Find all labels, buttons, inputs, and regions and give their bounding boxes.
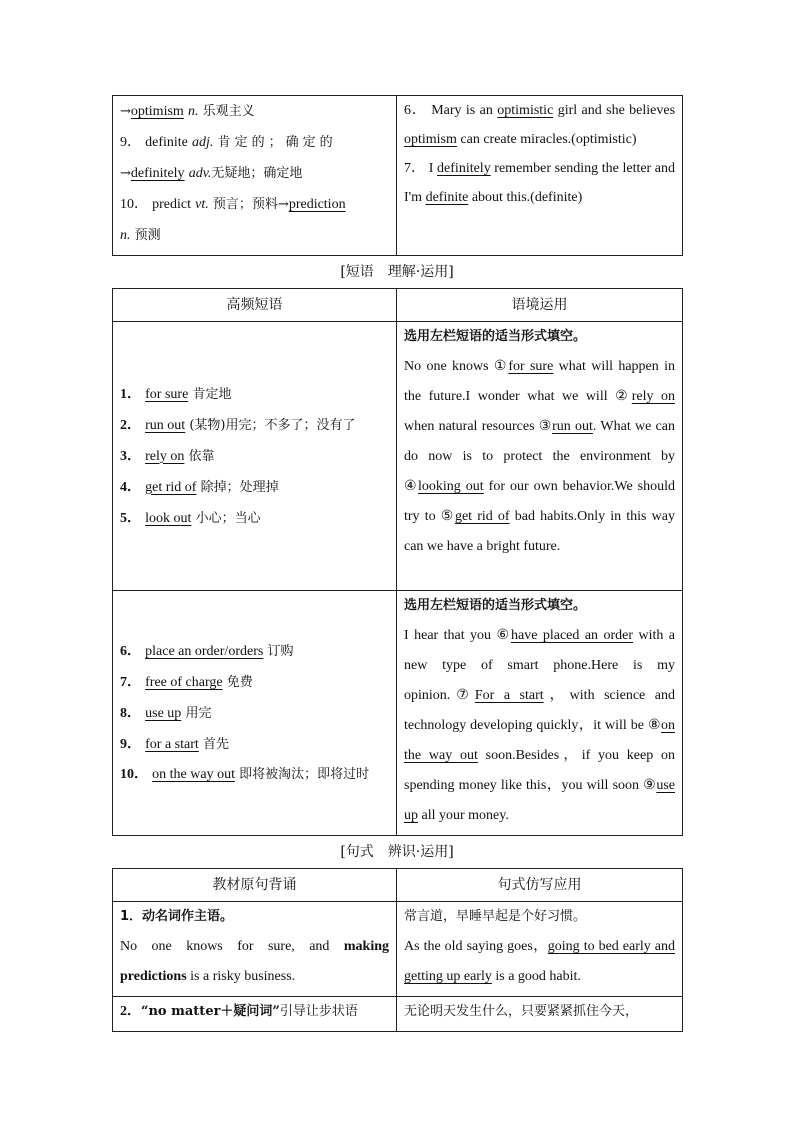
phrase-meaning: 免费 [226, 675, 253, 690]
para-text: soon.Besides，if you keep on spending money like this，you will soon ⑨ [404, 748, 675, 793]
arrow-icon: → [120, 166, 131, 181]
para-text: bad habits.Only in this way can we have a bright future. [404, 509, 675, 554]
item-number: 2． [120, 1004, 141, 1019]
answer-definitely-2: definitely [437, 161, 491, 176]
phrase-group-2-context [397, 591, 683, 836]
headword: predict [152, 197, 192, 212]
phrase-section-caption: [短语 理解·运用] [340, 264, 454, 280]
answer-optimism-2: optimism [404, 132, 457, 147]
para-text: when natural resources ③ [404, 419, 553, 434]
answer-definitely: definitely [130, 166, 185, 181]
vocab-line-2 [120, 127, 389, 158]
phrase-text: run out [145, 417, 186, 433]
part-of-speech: vt. [195, 197, 209, 212]
phrase-group-2-list [113, 591, 397, 836]
phrase-item [120, 667, 389, 698]
vocab-line-3 [120, 158, 389, 189]
phrase-item [120, 410, 389, 441]
item-number: 10． [120, 767, 148, 782]
para-text: all your money. [418, 808, 509, 823]
item-number: 9． [120, 737, 141, 752]
blank-answer: run out [552, 419, 593, 434]
vocab-table [112, 95, 683, 256]
sentence-section-caption: [句式 辨识·运用] [340, 844, 454, 860]
para-text: what will happen in the future.I wonder what we will ② [404, 359, 675, 404]
worksheet-page [112, 95, 682, 1032]
blank-answer: going to bed early and getting up early [404, 939, 676, 984]
vocab-left-cell [113, 96, 397, 256]
instruction: 选用左栏短语的适当形式填空。 [404, 329, 587, 344]
chinese-prompt: 常言道，早睡早起是个好习惯。 [404, 909, 587, 924]
sentence-row-1-left [113, 902, 397, 997]
answer-optimism: optimism [130, 104, 184, 119]
phrase-meaning: 依靠 [188, 448, 215, 464]
phrase-text: get rid of [145, 479, 197, 495]
item-number: 10． [120, 197, 148, 212]
sentence-text: about this.(definite) [471, 190, 583, 205]
phrase-text: rely on [145, 448, 185, 464]
phrase-group-1-list [113, 322, 397, 591]
item-number: 6． [120, 644, 141, 659]
meaning: 乐观主义 [202, 104, 255, 119]
phrase-meaning: 肯定地 [192, 386, 232, 402]
sentence-row-1-right [397, 902, 683, 997]
phrase-item [120, 379, 389, 410]
blank-answer: rely on [631, 389, 675, 404]
phrase-text: place an order/orders [145, 644, 264, 659]
phrase-text: for sure [145, 386, 189, 402]
item-number: 1． [120, 386, 141, 402]
phrase-group-1-context [397, 322, 683, 591]
part-of-speech: n. [120, 228, 131, 243]
blank-answer: have placed an order [510, 628, 634, 643]
blank-answer: looking out [418, 479, 484, 494]
part-of-speech: adj. [192, 135, 214, 150]
arrow-icon: → [120, 104, 131, 119]
sentence-header-left: 教材原句背诵 [113, 869, 397, 902]
sentence-row-2-left [113, 997, 397, 1032]
vocab-line-5 [120, 220, 389, 251]
sentence-text: I [428, 161, 434, 176]
phrase-text: on the way out [152, 767, 235, 782]
imitation-sentence [404, 932, 675, 992]
item-number: 7． [120, 675, 141, 690]
phrase-meaning: (某物)用完；不多了；没有了 [189, 417, 356, 433]
para-text: . What we can do now is to protect the environment by ④ [404, 419, 675, 494]
para-text: I hear that you ⑥ [404, 628, 511, 643]
phrase-meaning: 除掉；处理掉 [200, 479, 279, 495]
phrase-text: look out [145, 510, 192, 526]
vocab-line-4 [120, 189, 389, 220]
item-number: 9． [120, 135, 141, 150]
sentence-text: is a risky business. [186, 969, 296, 984]
phrase-text: use up [145, 706, 182, 721]
pattern-title-rest: 引导让步状语 [279, 1004, 358, 1019]
phrase-meaning: 用完 [185, 706, 212, 721]
headword: definite [145, 135, 188, 150]
phrase-item [120, 636, 389, 667]
meaning: 预测 [134, 228, 161, 243]
instruction: 选用左栏短语的适当形式填空。 [404, 598, 587, 613]
sentence-text: is a good habit. [491, 969, 581, 984]
blank-answer: For a start [474, 688, 544, 703]
answer-prediction: prediction [288, 197, 346, 212]
phrase-meaning: 订购 [267, 644, 294, 659]
phrase-header-right: 语境运用 [397, 289, 683, 322]
item-number: 3． [120, 448, 141, 464]
blank-answer: on the way out [404, 718, 675, 763]
phrase-item [120, 472, 389, 503]
para-text: with a new type of smart phone.Here is my opinion.⑦ [404, 628, 675, 703]
vocab-line-1 [120, 96, 389, 127]
sentence-table [112, 868, 683, 1032]
part-of-speech: adv. [188, 166, 212, 181]
part-of-speech: n. [187, 104, 199, 119]
item-number: 5． [120, 510, 141, 526]
blank-answer: for sure [508, 359, 554, 374]
phrase-header-left: 高频短语 [113, 289, 397, 322]
sentence-text: As the old saying goes， [404, 939, 548, 954]
context-paragraph [404, 352, 675, 562]
sentence-text: girl and she believes [557, 103, 676, 118]
meaning: 肯定的；确定的 [217, 135, 337, 150]
sentence-text: No one knows for sure, and [120, 939, 344, 954]
original-sentence [120, 932, 389, 992]
phrase-item [120, 698, 389, 729]
phrase-item [120, 729, 389, 760]
phrase-item [120, 760, 389, 790]
pattern-title: “no matter＋疑问词” [141, 1004, 280, 1019]
para-text: No one knows ① [404, 359, 509, 374]
answer-definite: definite [425, 190, 469, 205]
phrase-meaning: 即将被淘汰；即将过时 [239, 767, 370, 782]
sentence-text: can create miracles.(optimistic) [460, 132, 637, 147]
meaning: 无疑地；确定地 [211, 166, 303, 181]
sentence-text: remember sending the letter and I'm [404, 161, 676, 205]
chinese-prompt: 无论明天发生什么，只要紧紧抓住今天， [404, 1004, 639, 1019]
phrase-text: for a start [145, 737, 199, 752]
phrase-text: free of charge [145, 675, 223, 690]
sentence-text: Mary is an [431, 103, 493, 118]
para-text: ，with science and technology developing quickly，it will be ⑧ [404, 688, 675, 733]
phrase-meaning: 小心；当心 [195, 510, 261, 526]
item-number: 2． [120, 417, 141, 433]
answer-optimistic: optimistic [497, 103, 554, 118]
phrase-item [120, 503, 389, 534]
para-text: for our own behavior.We should try to ⑤ [404, 479, 676, 524]
vocab-right-cell [397, 96, 683, 256]
item-number: 4． [120, 479, 141, 495]
blank-answer: get rid of [454, 509, 510, 524]
blank-answer: use up [404, 778, 675, 823]
sentence-row-2-right [397, 997, 683, 1032]
phrase-meaning: 首先 [202, 737, 229, 752]
meaning: 预言；预料→ [212, 197, 289, 212]
item-number: 8． [120, 706, 141, 721]
phrase-item [120, 441, 389, 472]
highlighted-phrase: making predictions [120, 939, 389, 984]
phrase-table [112, 288, 683, 836]
context-paragraph [404, 621, 675, 831]
pattern-title: 1．动名词作主语。 [120, 909, 234, 924]
item-number: 7． [404, 161, 426, 176]
sentence-header-right: 句式仿写应用 [397, 869, 683, 902]
item-number: 6． [404, 103, 427, 118]
